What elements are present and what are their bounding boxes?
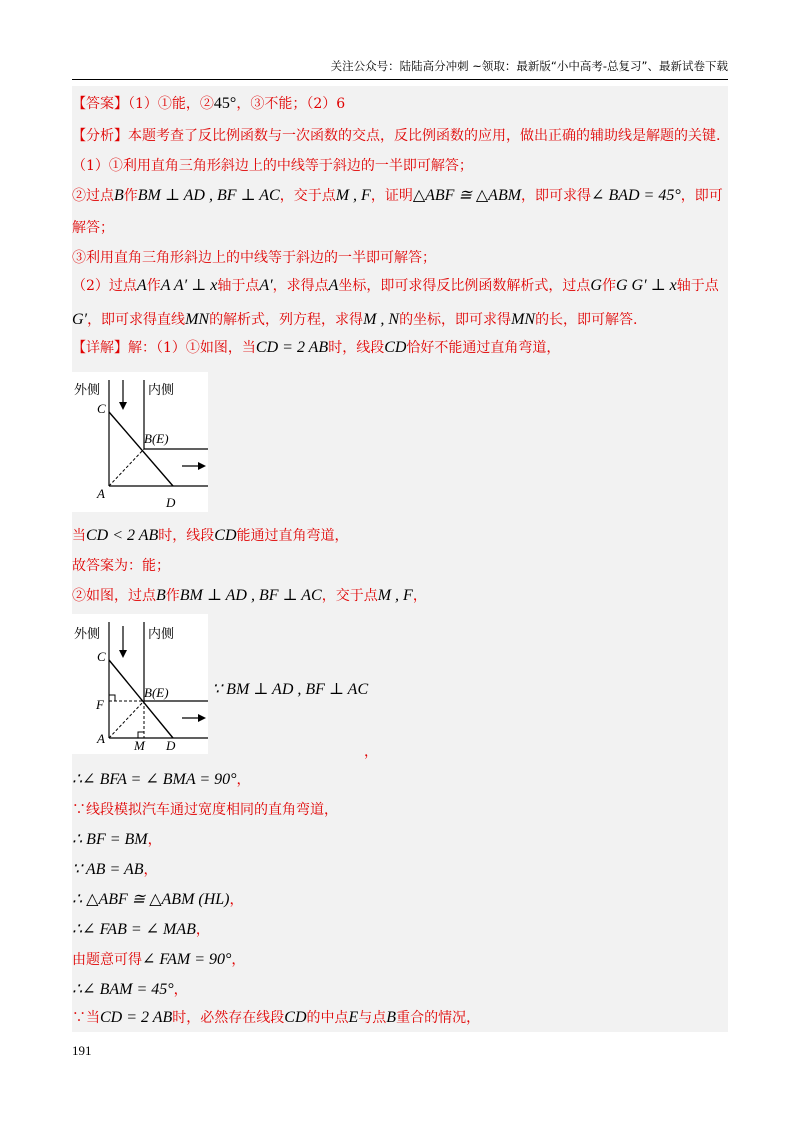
figure-2-trailing-comma bbox=[364, 742, 378, 762]
math-seg: ∴ △ABF ≅ △ABM (HL) bbox=[72, 891, 230, 908]
math-seg: ∵ AB = AB bbox=[72, 861, 144, 878]
math-seg: E bbox=[348, 1009, 359, 1026]
math-seg: ∴ BF = BM bbox=[72, 831, 148, 848]
text-seg: ， bbox=[412, 588, 427, 604]
text-seg: ，即可求得直线 bbox=[87, 312, 186, 328]
analysis-tag: 【分析】 bbox=[72, 128, 128, 144]
text-seg: 时，线段 bbox=[328, 340, 385, 356]
math-seg: B bbox=[386, 1009, 397, 1026]
detail-line7 bbox=[72, 830, 162, 850]
text-seg: 轴于点 bbox=[676, 278, 719, 294]
math-seg: M , N bbox=[363, 311, 400, 328]
detail-line4 bbox=[72, 586, 427, 606]
text-seg: 的坐标，即可求得 bbox=[399, 312, 512, 328]
because-perpendicular bbox=[212, 680, 368, 700]
fig2-point-a: A bbox=[97, 731, 105, 746]
text-seg: 坐标，即可求得反比例函数解析式，过点 bbox=[338, 278, 591, 294]
page-header bbox=[72, 58, 728, 80]
text-seg: 恰好不能通过直角弯道， bbox=[406, 340, 561, 356]
analysis-step2-cont: 解答； bbox=[72, 220, 114, 236]
text-seg: ，证明 bbox=[370, 188, 413, 204]
text-seg: 的解析式，列方程，求得 bbox=[209, 312, 364, 328]
fig1-point-be: B(E) bbox=[144, 431, 169, 446]
detail-tag: 【详解】 bbox=[72, 340, 128, 356]
detail-line2 bbox=[72, 526, 349, 546]
text-seg: 解：（1）①如图，当 bbox=[128, 340, 256, 356]
math-seg: ∠ FAM = 90° bbox=[142, 951, 232, 968]
math-seg: CD = 2 AB bbox=[255, 339, 329, 356]
fig1-point-a: A bbox=[97, 486, 105, 501]
text-seg: ，交于点 bbox=[279, 188, 336, 204]
fig1-outer-label: 外侧 bbox=[74, 383, 101, 398]
analysis-step5 bbox=[72, 310, 638, 330]
text-seg: ，即可 bbox=[680, 188, 723, 204]
answer-tag: 【答案】 bbox=[72, 96, 128, 112]
math-seg: MN bbox=[185, 311, 210, 328]
math-seg: ∠ BAD = 45° bbox=[591, 187, 681, 204]
math-seg: A bbox=[328, 277, 339, 294]
math-seg: △ABF ≅ △ABM bbox=[412, 187, 522, 204]
page-number: 191 bbox=[72, 1043, 92, 1058]
detail-line13 bbox=[72, 1008, 480, 1028]
math-seg: B bbox=[114, 187, 124, 204]
detail-line11 bbox=[72, 950, 245, 970]
text-seg: 的中点 bbox=[306, 1010, 349, 1026]
math-seg: BM ⊥ AD , BF ⊥ AC bbox=[137, 187, 280, 204]
text-seg: ②如图，过点 bbox=[72, 588, 156, 604]
text-seg: 由题意可得 bbox=[72, 952, 142, 968]
text-seg: ，求得点 bbox=[272, 278, 329, 294]
text-seg: （2）过点 bbox=[72, 278, 137, 294]
text-seg: ， bbox=[231, 952, 246, 968]
math-seg: CD bbox=[384, 339, 407, 356]
text-seg: ， bbox=[236, 772, 251, 788]
math-seg: G′ bbox=[72, 311, 88, 328]
analysis-step3: ③利用直角三角形斜边上的中线等于斜边的一半即可解答； bbox=[72, 250, 436, 266]
header-text: 关注公众号：陆陆高分冲刺 ~领取：最新版“小中高考-总复习”、最新试卷下载 bbox=[330, 59, 728, 73]
math-seg: A bbox=[136, 277, 147, 294]
text-seg: 作 bbox=[165, 588, 180, 604]
math-seg: G bbox=[590, 277, 602, 294]
fig2-point-f: F bbox=[96, 697, 104, 712]
fig2-point-m: M bbox=[134, 738, 145, 753]
fig2-inner-label: 内侧 bbox=[148, 627, 175, 642]
answer-part1: （1）①能，② bbox=[128, 96, 214, 112]
figure-1 bbox=[72, 372, 208, 512]
math-seg: ∴∠ FAB = ∠ MAB bbox=[72, 921, 196, 938]
solution-content bbox=[72, 86, 728, 1032]
text-seg: 能通过直角弯道， bbox=[236, 528, 349, 544]
math-seg: ∴∠ BFA = ∠ BMA = 90° bbox=[72, 771, 237, 788]
fig1-inner-label: 内侧 bbox=[148, 383, 175, 398]
fig1-point-d: D bbox=[166, 495, 176, 510]
analysis-step4 bbox=[72, 276, 719, 296]
detail-line3: 故答案为：能； bbox=[72, 558, 170, 574]
text-seg: 重合的情况， bbox=[396, 1010, 481, 1026]
text-seg: ，交于点 bbox=[321, 588, 378, 604]
text-seg: 与点 bbox=[358, 1010, 387, 1026]
analysis-text: 本题考查了反比例函数与一次函数的交点，反比例函数的应用，做出正确的辅助线是解题的关键. bbox=[128, 128, 721, 144]
math-seg: B bbox=[156, 587, 166, 604]
analysis-line bbox=[72, 126, 720, 146]
detail-line12 bbox=[72, 980, 188, 1000]
math-seg: M , F bbox=[377, 587, 413, 604]
text-seg: 的长，即可解答. bbox=[535, 312, 638, 328]
text-seg: ， bbox=[364, 744, 378, 760]
detail-line10 bbox=[72, 920, 210, 940]
math-seg: A A′ ⊥ x bbox=[160, 277, 218, 294]
text-seg: ∵当 bbox=[72, 1010, 100, 1026]
fig2-outer-label: 外侧 bbox=[74, 627, 101, 642]
detail-line1 bbox=[72, 338, 560, 358]
math-seg: CD = 2 AB bbox=[100, 1009, 173, 1026]
text-seg: ， bbox=[195, 922, 210, 938]
text-seg: 当 bbox=[72, 528, 86, 544]
text-seg: ，即可求得 bbox=[521, 188, 592, 204]
fig2-point-d: D bbox=[166, 738, 176, 753]
math-seg: CD < 2 AB bbox=[86, 527, 159, 544]
text-seg: 时，必然存在线段 bbox=[172, 1010, 285, 1026]
text-seg: 轴于点 bbox=[217, 278, 260, 294]
answer-angle: 45° bbox=[213, 95, 237, 112]
fig2-point-c: C bbox=[97, 649, 106, 664]
fig2-point-be: B(E) bbox=[144, 685, 169, 700]
text-seg: ， bbox=[229, 892, 244, 908]
analysis-step2 bbox=[72, 186, 723, 206]
text-seg: ， bbox=[147, 832, 162, 848]
text-seg: 时，线段 bbox=[158, 528, 215, 544]
math-seg: G G′ ⊥ x bbox=[615, 277, 677, 294]
text-seg: ， bbox=[143, 862, 158, 878]
detail-line5 bbox=[72, 770, 251, 790]
math-seg: ∴∠ BAM = 45° bbox=[72, 981, 174, 998]
analysis-step1: （1）①利用直角三角形斜边上的中线等于斜边的一半即可解答； bbox=[72, 158, 473, 174]
detail-line6: ∵线段模拟汽车通过宽度相同的直角弯道， bbox=[72, 802, 338, 818]
figure-2 bbox=[72, 614, 208, 754]
math-seg: CD bbox=[214, 527, 237, 544]
text-seg: 作 bbox=[146, 278, 161, 294]
math-seg: M , F bbox=[335, 187, 371, 204]
text-seg: 作 bbox=[601, 278, 616, 294]
answer-part2: ，③不能；（2）6 bbox=[236, 96, 346, 112]
math-seg: CD bbox=[284, 1009, 307, 1026]
math-seg: BM ⊥ AD , BF ⊥ AC bbox=[179, 587, 322, 604]
detail-line9 bbox=[72, 890, 244, 910]
text-seg: ②过点 bbox=[72, 188, 114, 204]
fig1-point-c: C bbox=[97, 401, 106, 416]
detail-line8 bbox=[72, 860, 158, 880]
math-seg: ∵ BM ⊥ AD , BF ⊥ AC bbox=[212, 681, 369, 698]
answer-line bbox=[72, 94, 345, 114]
math-seg: MN bbox=[511, 311, 536, 328]
math-seg: A′ bbox=[259, 277, 273, 294]
text-seg: 作 bbox=[123, 188, 138, 204]
text-seg: ， bbox=[173, 982, 188, 998]
